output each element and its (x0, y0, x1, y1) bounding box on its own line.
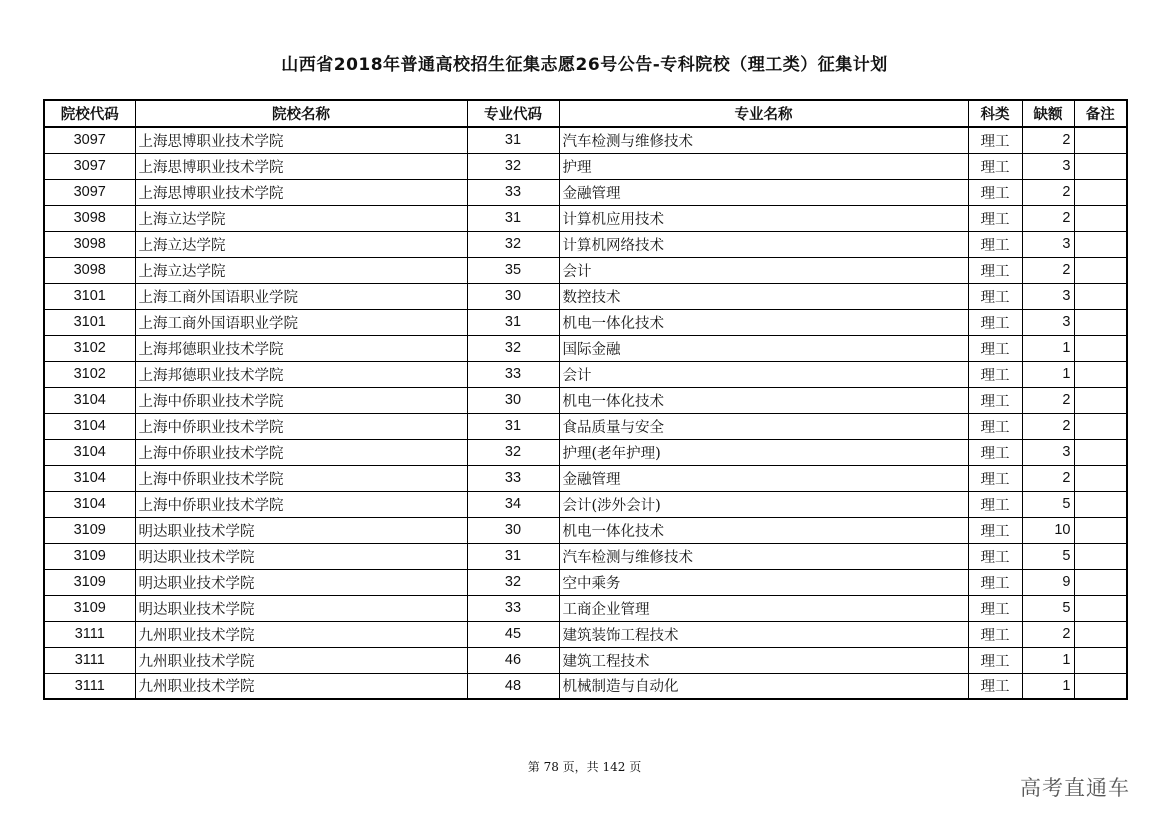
table-row (44, 231, 1127, 257)
cell-major-name: 机电一体化技术 (559, 517, 968, 543)
header-category: 科类 (968, 100, 1022, 127)
cell-major-code: 32 (467, 153, 559, 179)
cell-major-name: 金融管理 (559, 465, 968, 491)
cell-vacancy: 5 (1022, 543, 1074, 569)
table-row (44, 205, 1127, 231)
cell-category: 理工 (968, 673, 1022, 699)
cell-category: 理工 (968, 621, 1022, 647)
header-note: 备注 (1074, 100, 1127, 127)
cell-note (1074, 647, 1127, 673)
cell-major-name: 工商企业管理 (559, 595, 968, 621)
enrollment-plan-table (43, 99, 1128, 700)
cell-vacancy: 10 (1022, 517, 1074, 543)
header-major-name: 专业名称 (559, 100, 968, 127)
header-major-code: 专业代码 (467, 100, 559, 127)
cell-school-name: 上海立达学院 (135, 257, 467, 283)
table-row (44, 673, 1127, 699)
page-title: 山西省2018年普通高校招生征集志愿26号公告-专科院校（理工类）征集计划 (281, 55, 888, 75)
cell-category: 理工 (968, 413, 1022, 439)
cell-note (1074, 517, 1127, 543)
cell-vacancy: 2 (1022, 205, 1074, 231)
cell-major-name: 建筑工程技术 (559, 647, 968, 673)
cell-school-name: 上海中侨职业技术学院 (135, 413, 467, 439)
table-row (44, 283, 1127, 309)
cell-major-code: 30 (467, 517, 559, 543)
cell-vacancy: 1 (1022, 361, 1074, 387)
cell-major-name: 机械制造与自动化 (559, 673, 968, 699)
header-vacancy: 缺额 (1022, 100, 1074, 127)
cell-category: 理工 (968, 517, 1022, 543)
cell-major-name: 数控技术 (559, 283, 968, 309)
cell-category: 理工 (968, 283, 1022, 309)
table-row (44, 647, 1127, 673)
cell-school-code: 3109 (44, 595, 135, 621)
cell-vacancy: 2 (1022, 179, 1074, 205)
page-number: 第 78 页，共 142 页 (527, 760, 642, 774)
cell-major-code: 33 (467, 179, 559, 205)
cell-school-name: 明达职业技术学院 (135, 569, 467, 595)
cell-category: 理工 (968, 309, 1022, 335)
cell-major-code: 31 (467, 127, 559, 153)
cell-school-code: 3101 (44, 283, 135, 309)
cell-major-name: 会计 (559, 361, 968, 387)
cell-major-code: 33 (467, 361, 559, 387)
watermark-logo-text: 高考直通车 (1020, 776, 1130, 800)
cell-note (1074, 465, 1127, 491)
cell-school-name: 上海思博职业技术学院 (135, 127, 467, 153)
cell-major-name: 会计 (559, 257, 968, 283)
cell-school-name: 上海工商外国语职业学院 (135, 309, 467, 335)
cell-school-code: 3097 (44, 153, 135, 179)
cell-major-code: 32 (467, 335, 559, 361)
cell-category: 理工 (968, 595, 1022, 621)
table-row (44, 153, 1127, 179)
cell-note (1074, 231, 1127, 257)
cell-category: 理工 (968, 569, 1022, 595)
cell-major-name: 食品质量与安全 (559, 413, 968, 439)
cell-major-code: 31 (467, 413, 559, 439)
table-row (44, 257, 1127, 283)
cell-school-code: 3104 (44, 413, 135, 439)
cell-note (1074, 543, 1127, 569)
cell-note (1074, 491, 1127, 517)
cell-major-code: 35 (467, 257, 559, 283)
cell-school-code: 3109 (44, 517, 135, 543)
cell-school-code: 3104 (44, 387, 135, 413)
cell-note (1074, 257, 1127, 283)
cell-school-name: 上海中侨职业技术学院 (135, 387, 467, 413)
table-row (44, 595, 1127, 621)
cell-note (1074, 283, 1127, 309)
cell-major-name: 计算机应用技术 (559, 205, 968, 231)
cell-major-name: 机电一体化技术 (559, 387, 968, 413)
cell-major-name: 空中乘务 (559, 569, 968, 595)
cell-vacancy: 2 (1022, 621, 1074, 647)
cell-major-name: 建筑装饰工程技术 (559, 621, 968, 647)
table-row (44, 543, 1127, 569)
table-row (44, 127, 1127, 153)
table-row (44, 439, 1127, 465)
cell-note (1074, 153, 1127, 179)
cell-school-name: 上海立达学院 (135, 205, 467, 231)
cell-major-name: 机电一体化技术 (559, 309, 968, 335)
table-body (44, 127, 1127, 699)
cell-school-code: 3111 (44, 647, 135, 673)
cell-school-code: 3104 (44, 491, 135, 517)
cell-major-code: 48 (467, 673, 559, 699)
cell-school-name: 上海思博职业技术学院 (135, 153, 467, 179)
cell-category: 理工 (968, 543, 1022, 569)
cell-school-name: 上海中侨职业技术学院 (135, 491, 467, 517)
cell-vacancy: 2 (1022, 465, 1074, 491)
cell-school-name: 上海思博职业技术学院 (135, 179, 467, 205)
table-row (44, 335, 1127, 361)
table-row (44, 465, 1127, 491)
table-row (44, 387, 1127, 413)
cell-major-name: 护理 (559, 153, 968, 179)
table-row (44, 569, 1127, 595)
cell-school-name: 明达职业技术学院 (135, 595, 467, 621)
cell-vacancy: 3 (1022, 153, 1074, 179)
cell-school-code: 3098 (44, 231, 135, 257)
cell-category: 理工 (968, 257, 1022, 283)
cell-major-code: 32 (467, 569, 559, 595)
cell-school-code: 3104 (44, 439, 135, 465)
cell-major-name: 会计(涉外会计) (559, 491, 968, 517)
cell-vacancy: 2 (1022, 413, 1074, 439)
table-header-row (44, 100, 1127, 127)
cell-vacancy: 5 (1022, 491, 1074, 517)
cell-school-code: 3101 (44, 309, 135, 335)
cell-vacancy: 3 (1022, 231, 1074, 257)
cell-major-code: 30 (467, 387, 559, 413)
cell-vacancy: 3 (1022, 439, 1074, 465)
cell-school-name: 明达职业技术学院 (135, 517, 467, 543)
cell-school-name: 九州职业技术学院 (135, 621, 467, 647)
cell-school-name: 明达职业技术学院 (135, 543, 467, 569)
cell-vacancy: 2 (1022, 127, 1074, 153)
cell-school-code: 3102 (44, 361, 135, 387)
cell-major-code: 32 (467, 231, 559, 257)
cell-school-code: 3097 (44, 127, 135, 153)
table-row (44, 309, 1127, 335)
table-row (44, 361, 1127, 387)
cell-major-name: 计算机网络技术 (559, 231, 968, 257)
cell-school-code: 3097 (44, 179, 135, 205)
cell-category: 理工 (968, 179, 1022, 205)
cell-school-code: 3111 (44, 621, 135, 647)
cell-vacancy: 5 (1022, 595, 1074, 621)
cell-note (1074, 361, 1127, 387)
cell-category: 理工 (968, 387, 1022, 413)
cell-category: 理工 (968, 205, 1022, 231)
cell-vacancy: 9 (1022, 569, 1074, 595)
cell-school-name: 上海中侨职业技术学院 (135, 465, 467, 491)
cell-note (1074, 179, 1127, 205)
cell-category: 理工 (968, 231, 1022, 257)
cell-note (1074, 127, 1127, 153)
cell-category: 理工 (968, 361, 1022, 387)
cell-school-name: 上海邦德职业技术学院 (135, 335, 467, 361)
cell-note (1074, 335, 1127, 361)
cell-vacancy: 2 (1022, 257, 1074, 283)
cell-category: 理工 (968, 465, 1022, 491)
cell-school-code: 3104 (44, 465, 135, 491)
cell-note (1074, 205, 1127, 231)
cell-major-code: 45 (467, 621, 559, 647)
table-row (44, 413, 1127, 439)
cell-major-code: 32 (467, 439, 559, 465)
table-row (44, 179, 1127, 205)
cell-note (1074, 387, 1127, 413)
cell-major-code: 31 (467, 205, 559, 231)
cell-major-name: 护理(老年护理) (559, 439, 968, 465)
cell-major-code: 31 (467, 543, 559, 569)
cell-major-code: 33 (467, 595, 559, 621)
cell-major-code: 30 (467, 283, 559, 309)
cell-school-name: 上海中侨职业技术学院 (135, 439, 467, 465)
cell-category: 理工 (968, 153, 1022, 179)
cell-school-code: 3102 (44, 335, 135, 361)
cell-school-name: 上海工商外国语职业学院 (135, 283, 467, 309)
table-row (44, 517, 1127, 543)
cell-major-name: 汽车检测与维修技术 (559, 543, 968, 569)
cell-major-code: 34 (467, 491, 559, 517)
cell-note (1074, 413, 1127, 439)
cell-note (1074, 439, 1127, 465)
cell-major-name: 金融管理 (559, 179, 968, 205)
cell-vacancy: 1 (1022, 647, 1074, 673)
cell-note (1074, 595, 1127, 621)
cell-category: 理工 (968, 491, 1022, 517)
cell-school-code: 3109 (44, 543, 135, 569)
cell-major-code: 46 (467, 647, 559, 673)
cell-category: 理工 (968, 647, 1022, 673)
cell-category: 理工 (968, 335, 1022, 361)
cell-school-name: 九州职业技术学院 (135, 647, 467, 673)
cell-major-code: 33 (467, 465, 559, 491)
table-row (44, 491, 1127, 517)
cell-major-name: 国际金融 (559, 335, 968, 361)
cell-category: 理工 (968, 439, 1022, 465)
cell-vacancy: 3 (1022, 309, 1074, 335)
cell-school-code: 3109 (44, 569, 135, 595)
cell-note (1074, 621, 1127, 647)
cell-note (1074, 569, 1127, 595)
cell-school-name: 上海邦德职业技术学院 (135, 361, 467, 387)
cell-major-name: 汽车检测与维修技术 (559, 127, 968, 153)
cell-vacancy: 3 (1022, 283, 1074, 309)
cell-major-code: 31 (467, 309, 559, 335)
cell-school-name: 九州职业技术学院 (135, 673, 467, 699)
cell-note (1074, 673, 1127, 699)
cell-vacancy: 1 (1022, 335, 1074, 361)
cell-vacancy: 1 (1022, 673, 1074, 699)
cell-note (1074, 309, 1127, 335)
cell-vacancy: 2 (1022, 387, 1074, 413)
cell-category: 理工 (968, 127, 1022, 153)
header-school-code: 院校代码 (44, 100, 135, 127)
header-school-name: 院校名称 (135, 100, 467, 127)
cell-school-code: 3098 (44, 257, 135, 283)
cell-school-code: 3098 (44, 205, 135, 231)
cell-school-name: 上海立达学院 (135, 231, 467, 257)
table-row (44, 621, 1127, 647)
cell-school-code: 3111 (44, 673, 135, 699)
